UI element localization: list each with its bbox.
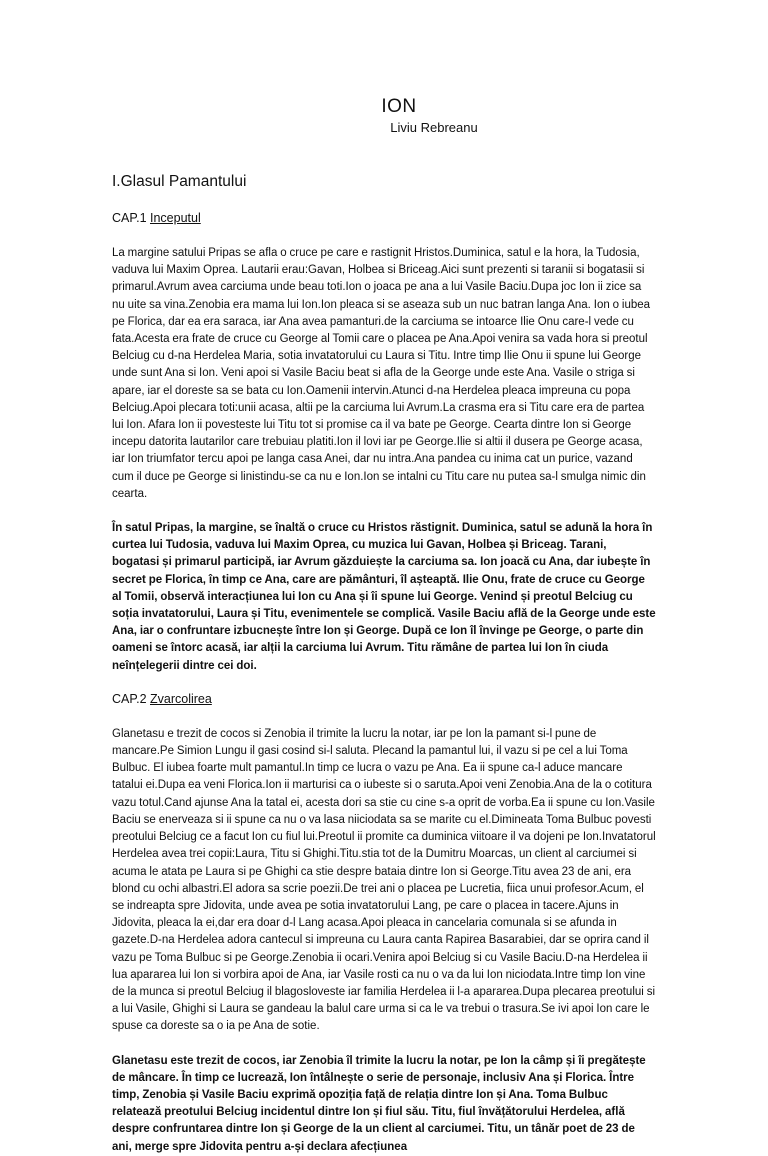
chapter-body: La margine satului Pripas se afla o cruce pe care e rastignit Hristos.Duminica, satul e la hora, la Tudosia, vaduva lui Maxim Oprea. Lautarii erau:Gavan, Holbea si Briceag.Aici sunt prezenti si taranii si bogatasii si primarul.Avrum avea carciuma unde beau toti.Ion o joaca pe ana a lui Vasile Baciu.Dupa joc Ion ii zice sa nu uite sa vina.Zenobia era mama lui Ion.Ion pleaca si se aseaza sub un nuc batran langa Ana. Ion o iubea pe Florica, dar ea era saraca, iar Ana avea pamanturi.de la carciuma se intoarce Ilie Onu care-l vede cu fata.Acesta era frate de cruce cu George al Tomii care o placea pe Ana.Apoi venira sa vada hora si preotul Belciug cu d-na Herdelea Maria, sotia invatatorului cu Laura si Titu. Intre timp Ilie Onu ii spune lui George unde sunt Ana si Ion. Veni apoi si Vasile Baciu beat si afla de la George unde este Ana. Vasile o striga si apare, iar el doreste sa se bata cu Ion.Oamenii intervin.Atunci d-na Herdelea pleaca impreuna cu popa Belciug.Apoi plecara toti:unii acasa, altii pe la carciuma lui Avrum.La crasma era si Titu care era de partea lui Ion. Afara Ion ii povesteste lui Titu tot si promise ca il va bate pe George. Cearta dintre Ion si George incepu datorita lautarilor care trebuiau platiti.Ion il lovi iar pe George.Ilie si altii il dusera pe George acasa, iar Ion triumfator tercu apoi pe langa casa Anei, dar nu intra.Ana pandea cu inima cat un purice, vazand cum il duce pe George si linistindu-se ca nu e Ion.Ion se intalni cu Titu care nu putea sa-l smulga nimic din cearta. [112, 247, 651, 500]
chapter-title: Zvarcolirea [150, 691, 212, 706]
document-title: ION [381, 96, 417, 117]
part-heading: I.Glasul Pamantului [112, 173, 247, 190]
chapter-title: Inceputul [150, 211, 201, 225]
chapter-heading [112, 692, 656, 706]
document-author: Liviu Rebreanu [390, 120, 478, 135]
chapter-body: Glanetasu e trezit de cocos si Zenobia il trimite la lucru la notar, iar pe Ion la pamant si-l pune de mancare.Pe Simion Lungu il gasi cosind si-l saluta. Plecand la pamantul lui, il vazu si pe cel a lui Toma Bulbuc. El iubea foarte mult pamantul.In timp ce lucra o vazu pe Ana. Ea ii spune ca-l aduce mancare tatalui ei.Dupa ea veni Florica.Ion ii marturisi ca o iubeste si o saruta.Apoi veni Zenobia.Ana de la o cotitura vazu totul.Cand ajunse Ana la tatal ei, acesta dori sa stie cu cine s-a oprit de vorba.Ea ii spune cu Ion.Vasile Baciu se enerveaza si ii spune ca nu o va lasa niiciodata sa se marite cu el.Dimineata Toma Bulbuc povesti preotului Belciug ce a facut Ion cu fiul lui.Preotul ii promite ca duminica viitoare il va dojeni pe Ion.Invatatorul Herdelea avea trei copii:Laura, Titu si Ghighi.Titu.stia tot de la Dumitru Moarcas, un client al carciumei si acuma le atata pe Laura si pe Ghighi ca stie despre bataia dintre Ion si George.Titu avea 23 de ani, era blond cu ochi albastri.El adora sa scrie poezii.De trei ani o placea pe Lucretia, fiica unui profesor.Acum, el se indreapta spre Jidovita, unde avea pe sotia invatatorului Lang, pe care o placea in tacere.Ajuns in Jidovita, pleaca la ei,dar era doar d-l Lang acasa.Apoi pleaca in cancelaria comunala si se afunda in gazete.D-na Herdelea adora cantecul si impreuna cu Laura canta Rapirea Basarabiei, dar se oprira cand il vazu pe Toma Bulbuc si pe George.Zenobia ii ocari.Venira apoi Belciug si cu Vasile Baciu.D-na Herdelea ii lua apararea lui Ion si vorbira apoi de Ana, iar Vasile rosti ca nu o va da lui Ion niciodata.Intre timp Ion vine de la munca si preotul Belciug il blagosloveste iar familia Herdelea ii l-a apararea.Dupa plecarea preotului si a lui Vasile, Ghighi si Laura se gandeau la balul care urma si ca le va trebui o trasura.Se ivi apoi Ion care le spuse ca doreste sa o ia pe Ana de sotie. [112, 727, 656, 1033]
chapter-heading [112, 211, 656, 225]
chapter-section [112, 692, 656, 1156]
chapter-section [112, 211, 656, 675]
chapter-summary: În satul Pripas, la margine, se înaltă o cruce cu Hristos răstignit. Duminica, satul se adună la hora în curtea lui Tudosia, vaduva lui Maxim Oprea, cu muzica lui Gavan, Holbea și Briceag. Tarani, bogatasi și primarul participă, iar Avrum găzduiește la carciuma sa. Ion joacă cu Ana, dar iubește în secret pe Florica, în timp ce Ana, care are pământuri, îl așteaptă. Ilie Onu, frate de cruce cu George al Tomii, observă interacțiunea lui Ion cu Ana și îi spune lui George. Venind și preotul Belciug cu soția invatatorului, Laura și Titu, evenimentele se complică. Vasile Baciu află de la George unde este Ana, iar o confruntare izbucnește între Ion și George. După ce Ion îl învinge pe George, o parte din oameni se întorc acasă, iar alții la carciuma lui Avrum. Titu rămâne de partea lui Ion în ciuda neînțelegerii dintre cei doi. [112, 522, 656, 672]
chapter-label: CAP.1 [112, 211, 147, 225]
chapter-summary: Glanetasu este trezit de cocos, iar Zenobia îl trimite la lucru la notar, pe Ion la câmp și îi pregătește de mâncare. În timp ce lucrează, Ion întâlnește o serie de personaje, inclusiv Ana și Florica. Între timp, Zenobia și Vasile Baciu exprimă opoziția față de relația dintre Ion și Ana. Toma Bulbuc relatează preotului Belciug incidentul dintre Ion și fiul său. Titu, fiul învățătorului Herdelea, află despre confruntarea dintre Ion și George de la un client al carciumei. Titu, un tânăr poet de 23 de ani, merge spre Jidovita pentru a-și declara afecțiunea [112, 1054, 646, 1153]
chapter-label: CAP.2 [112, 691, 147, 706]
